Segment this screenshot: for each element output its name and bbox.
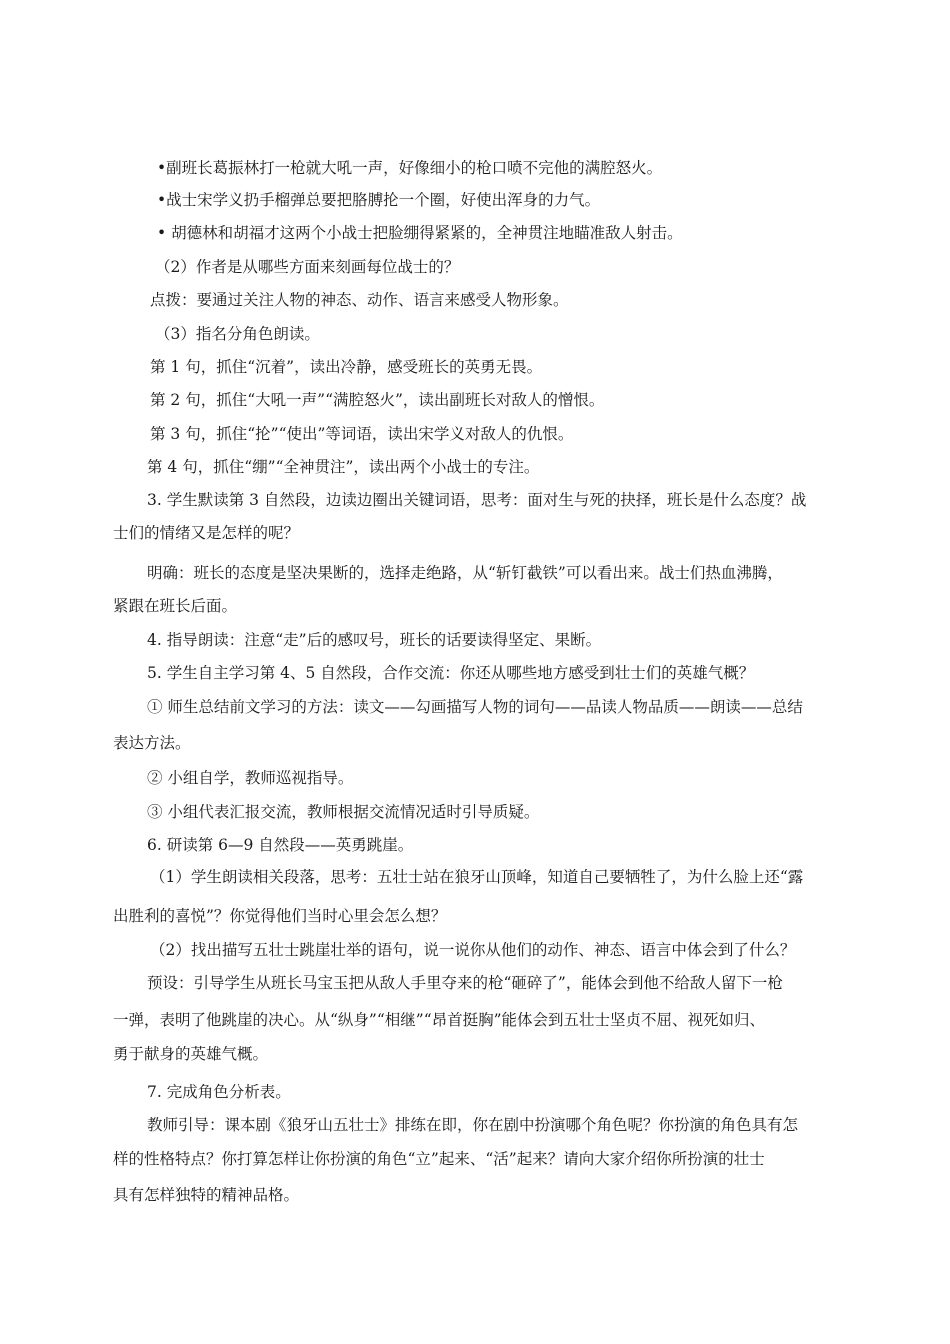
text-line: ① 师生总结前文学习的方法：读文——勾画描写人物的词句——品读人物品质——朗读——总结 bbox=[147, 698, 803, 716]
text-line: 明确：班长的态度是坚决果断的，选择走绝路，从“斩钉截铁”可以看出来。战士们热血沸腾， bbox=[147, 564, 783, 582]
text-line: 士们的情绪又是怎样的呢？ bbox=[113, 524, 300, 542]
text-line: 紧跟在班长后面。 bbox=[113, 597, 238, 615]
text-line: 教师引导：课本剧《狼牙山五壮士》排练在即，你在剧中扮演哪个角色呢？你扮演的角色具有怎 bbox=[147, 1116, 799, 1134]
text-line: ② 小组自学，教师巡视指导。 bbox=[147, 769, 354, 787]
text-line: （3）指名分角色朗读。 bbox=[155, 325, 320, 343]
text-line: 一弹，表明了他跳崖的决心。从“纵身”“相继”“昂首挺胸”能体会到五壮士坚贞不屈、视死如归、 bbox=[113, 1011, 766, 1029]
text-line: 点拨：要通过关注人物的神态、动作、语言来感受人物形象。 bbox=[150, 291, 569, 309]
text-line: （1）学生朗读相关段落，思考：五壮士站在狼牙山顶峰，知道自己要牺牲了，为什么脸上还“露 bbox=[150, 868, 804, 886]
text-line: 具有怎样独特的精神品格。 bbox=[113, 1186, 300, 1204]
text-line: 3. 学生默读第 3 自然段，边读边圈出关键词语，思考：面对生与死的抉择，班长是什么态度？战 bbox=[147, 491, 807, 509]
text-line: 7. 完成角色分析表。 bbox=[147, 1083, 291, 1101]
text-line: 表达方法。 bbox=[113, 734, 191, 752]
text-line: 5. 学生自主学习第 4、5 自然段，合作交流：你还从哪些地方感受到壮士们的英雄气概？ bbox=[147, 664, 755, 682]
text-line: 第 2 句，抓住“大吼一声”“满腔怒火”，读出副班长对敌人的憎恨。 bbox=[150, 391, 605, 409]
text-line: 出胜利的喜悦”？你觉得他们当时心里会怎么想？ bbox=[113, 907, 447, 925]
text-line: 预设：引导学生从班长马宝玉把从敌人手里夺来的枪“砸碎了”，能体会到他不给敌人留下一枪 bbox=[147, 974, 783, 992]
text-line: 勇于献身的英雄气概。 bbox=[113, 1045, 269, 1063]
text-line: 样的性格特点？你打算怎样让你扮演的角色“立”起来、“活”起来？请向大家介绍你所扮演的壮士 bbox=[113, 1150, 765, 1168]
text-line: • 胡德林和胡福才这两个小战士把脸绷得紧紧的，全神贯注地瞄准敌人射击。 bbox=[157, 224, 683, 242]
text-line: 4. 指导朗读：注意“走”后的感叹号，班长的话要读得坚定、果断。 bbox=[147, 631, 602, 649]
text-line: 第 1 句，抓住“沉着”，读出冷静，感受班长的英勇无畏。 bbox=[150, 358, 543, 376]
text-line: （2）找出描写五壮士跳崖壮举的语句，说一说你从他们的动作、神态、语言中体会到了什么？ bbox=[150, 941, 796, 959]
text-line: 6. 研读第 6—9 自然段——英勇跳崖。 bbox=[147, 836, 414, 854]
text-line: ③ 小组代表汇报交流，教师根据交流情况适时引导质疑。 bbox=[147, 803, 540, 821]
text-line: 第 4 句，抓住“绷”“全神贯注”，读出两个小战士的专注。 bbox=[147, 458, 540, 476]
text-line: •战士宋学义扔手榴弹总要把胳膊抡一个圈，好使出浑身的力气。 bbox=[157, 191, 601, 209]
text-line: （2）作者是从哪些方面来刻画每位战士的？ bbox=[155, 258, 460, 276]
text-line: 第 3 句，抓住“抡”“使出”等词语，读出宋学义对敌人的仇恨。 bbox=[150, 425, 574, 443]
text-line: •副班长葛振林打一枪就大吼一声，好像细小的枪口喷不完他的满腔怒火。 bbox=[157, 159, 663, 177]
